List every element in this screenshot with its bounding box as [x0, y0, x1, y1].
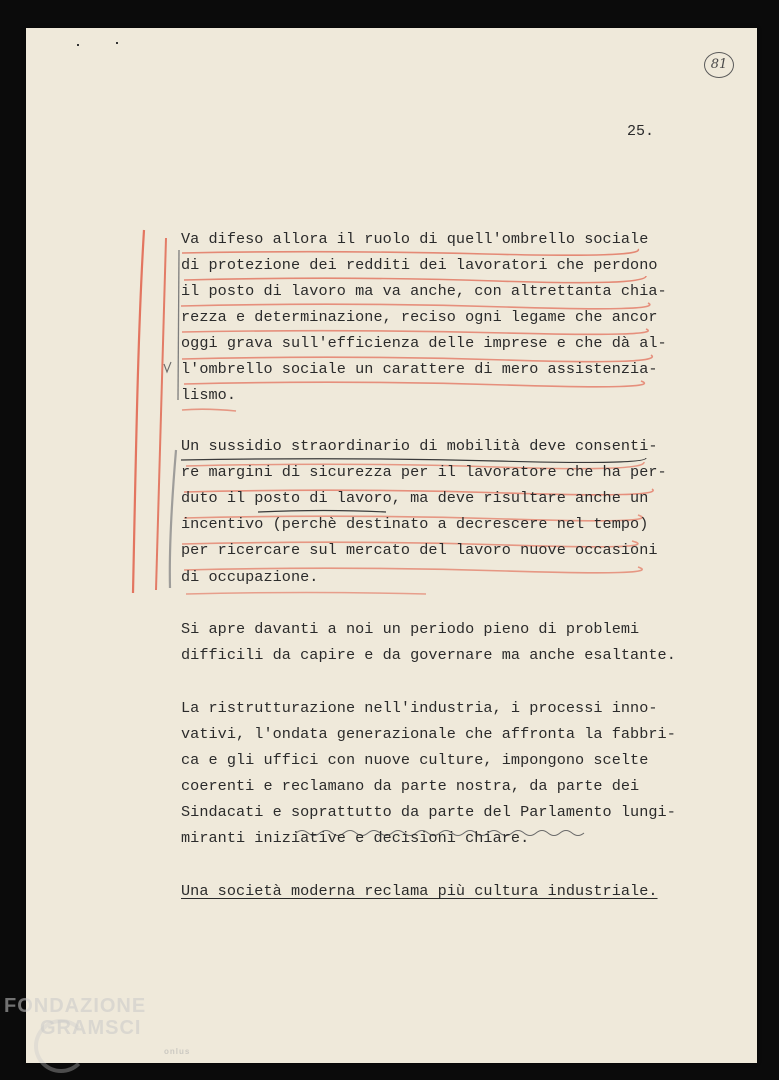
text-line: re margini di sicurezza per il lavoratore che ha per-: [181, 463, 667, 481]
text-line: l'ombrello sociale un carattere di mero assistenzia-: [181, 360, 658, 378]
text-line: lismo.: [181, 386, 236, 404]
dark-underline: [258, 511, 386, 513]
text-line: vativi, l'ondata generazionale che affronta la fabbri-: [181, 725, 676, 743]
speck: [77, 44, 79, 46]
text-line: il posto di lavoro ma va anche, con altrettanta chia-: [181, 282, 667, 300]
text-line: La ristrutturazione nell'industria, i processi inno-: [181, 699, 658, 717]
text-line: duto il posto di lavoro, ma deve risultare anche un: [181, 489, 649, 507]
text-line: Un sussidio straordinario di mobilità deve consenti-: [181, 437, 658, 455]
red-underline: [184, 381, 644, 387]
text-line: Sindacati e soprattutto da parte del Parlamento lungi-: [181, 803, 676, 821]
text-line: per ricercare sul mercato del lavoro nuove occasioni: [181, 541, 658, 559]
text-line: Va difeso allora il ruolo di quell'ombrello sociale: [181, 230, 649, 248]
text-line: rezza e determinazione, reciso ogni legame che ancor: [181, 308, 658, 326]
red-margin-line-inner: [156, 238, 166, 590]
dark-underline: [181, 458, 646, 462]
red-underline: [186, 593, 426, 595]
text-line: di occupazione.: [181, 568, 319, 586]
watermark-line-2: GRAMSCI: [40, 1017, 142, 1039]
archive-page-number: 81: [704, 52, 734, 78]
watermark-line-1: FONDAZIONE: [4, 995, 147, 1017]
watermark-line-3: onlus: [164, 1047, 191, 1056]
red-underline: [182, 409, 236, 411]
red-underline: [182, 249, 638, 255]
grey-margin-bracket-2: [170, 450, 176, 588]
text-line: oggi grava sull'efficienza delle imprese e che dà al-: [181, 334, 667, 352]
text-line: Si apre davanti a noi un periodo pieno di problemi: [181, 620, 640, 638]
document-page: [26, 28, 757, 1063]
page-number: 25.: [627, 123, 655, 140]
closing-statement: Una società moderna reclama più cultura industriale.: [181, 882, 658, 900]
text-line: miranti iniziative e decisioni chiare.: [181, 829, 530, 847]
grey-margin-bracket-1: [178, 250, 179, 400]
text-line: di protezione dei redditi dei lavoratori che perdono: [181, 256, 658, 274]
text-line: difficili da capire e da governare ma anche esaltante.: [181, 646, 676, 664]
red-margin-line-outer: [133, 230, 144, 593]
speck: [116, 42, 118, 44]
text-line: ca e gli uffici con nuove culture, impongono scelte: [181, 751, 649, 769]
text-line: incentivo (perchè destinato a decrescere nel tempo): [181, 515, 649, 533]
grey-check-mark: [164, 362, 171, 372]
text-line: coerenti e reclamano da parte nostra, da parte dei: [181, 777, 640, 795]
